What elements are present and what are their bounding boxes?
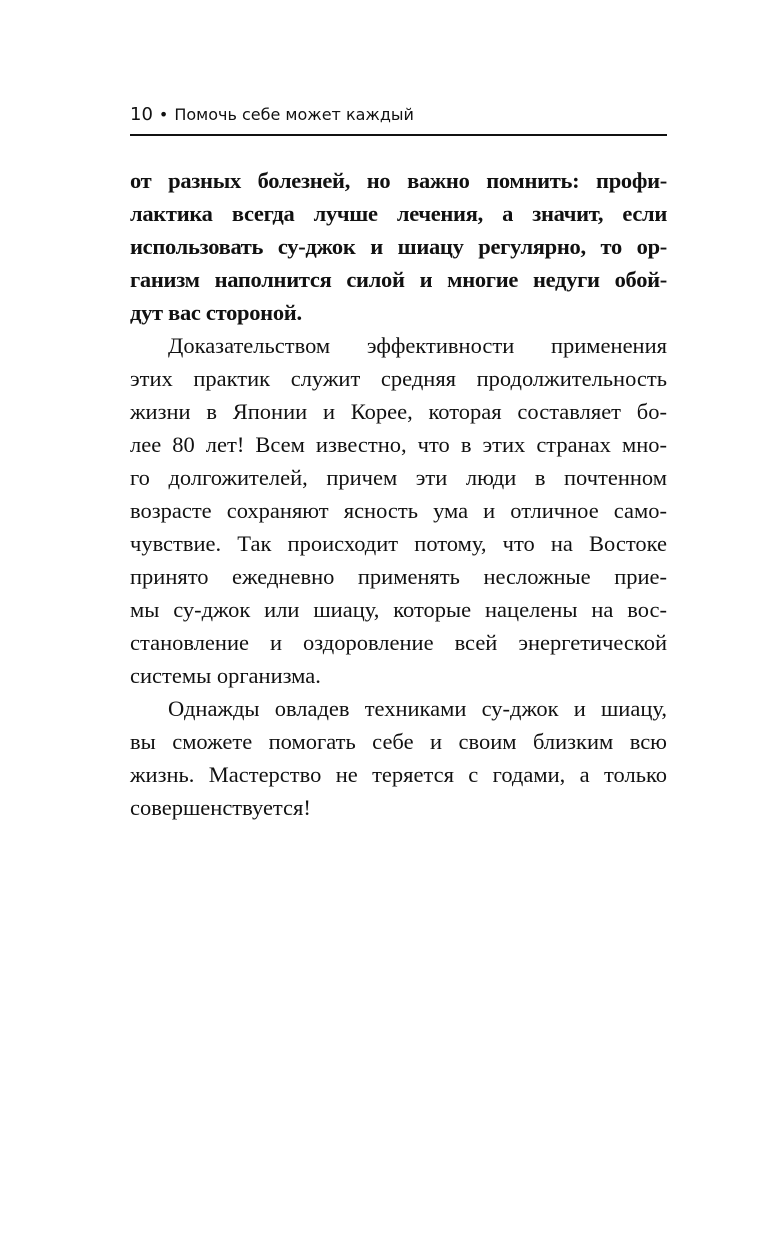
text-line: лактика всегда лучше лечения, а значит, если	[130, 201, 667, 226]
text-line: дут вас стороной.	[130, 300, 302, 325]
text-line: от разных болезней, но важно помнить: профи-	[130, 168, 667, 193]
body-text	[130, 164, 667, 824]
text-line: использовать су-джок и шиацу регулярно, то ор-	[130, 234, 667, 259]
paragraph-bold-continuation	[130, 164, 667, 329]
text-line: этих практик служит средняя продолжительность	[130, 366, 667, 391]
text-line: жизни в Японии и Корее, которая составляет бо-	[130, 399, 667, 424]
text-line: жизнь. Мастерство не теряется с годами, а только	[130, 762, 667, 787]
running-title: Помочь себе может каждый	[174, 105, 414, 124]
paragraph-evidence	[130, 329, 667, 692]
text-line: ганизм наполнится силой и многие недуги обой-	[130, 267, 667, 292]
running-header	[130, 104, 667, 136]
text-line: го долгожителей, причем эти люди в почтенном	[130, 465, 667, 490]
text-line: системы организма.	[130, 663, 321, 688]
text-line: совершенствуется!	[130, 795, 311, 820]
text-line: Однажды овладев техниками су-джок и шиацу,	[168, 696, 667, 721]
text-line: принято ежедневно применять несложные прие-	[130, 564, 667, 589]
page-number: 10	[130, 104, 153, 125]
text-line: Доказательством эффективности применения	[168, 333, 667, 358]
text-line: становление и оздоровление всей энергетической	[130, 630, 667, 655]
header-separator: •	[158, 105, 169, 124]
text-line: чувствие. Так происходит потому, что на Востоке	[130, 531, 667, 556]
text-line: мы су-джок или шиацу, которые нацелены на вос-	[130, 597, 667, 622]
paragraph-conclusion	[130, 692, 667, 824]
text-line: лее 80 лет! Всем известно, что в этих странах мно-	[130, 432, 667, 457]
text-line: возрасте сохраняют ясность ума и отличное само-	[130, 498, 667, 523]
text-line: вы сможете помогать себе и своим близким всю	[130, 729, 667, 754]
